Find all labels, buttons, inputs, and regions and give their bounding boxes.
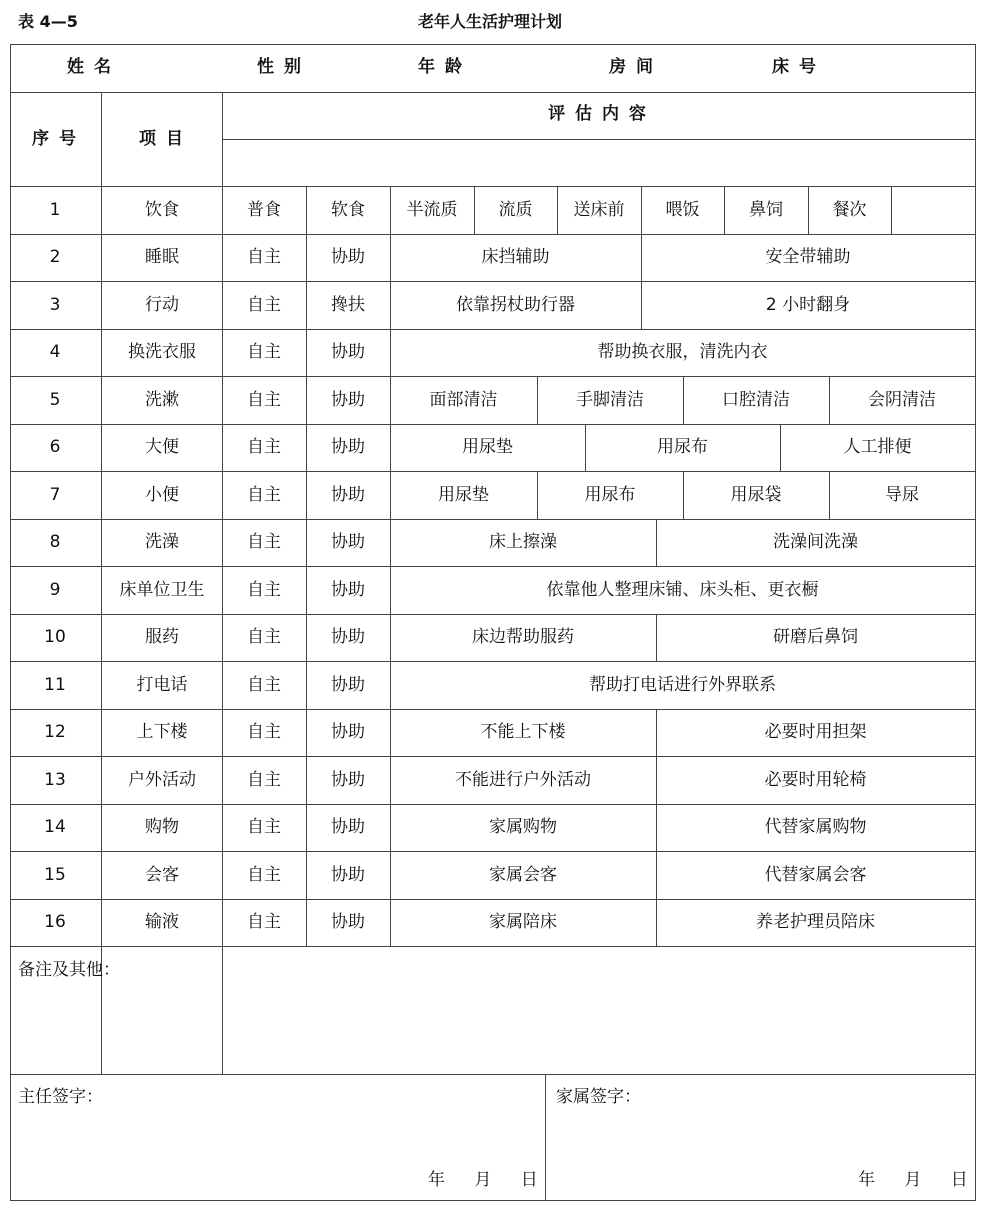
grid-line bbox=[390, 566, 391, 614]
row-number: 8 bbox=[49, 532, 61, 553]
row-number: 7 bbox=[49, 484, 61, 505]
option-cell: 口腔清洁 bbox=[722, 389, 790, 410]
grid-line bbox=[306, 899, 307, 947]
family-sign-date: 年 月 日 bbox=[858, 1170, 968, 1190]
option-cell: 用尿布 bbox=[657, 437, 708, 458]
grid-line bbox=[306, 519, 307, 567]
row-item: 饮食 bbox=[145, 199, 179, 220]
option-cell: 协助 bbox=[331, 532, 365, 553]
option-cell: 用尿布 bbox=[584, 484, 636, 505]
grid-line bbox=[306, 566, 307, 614]
grid-line bbox=[306, 471, 307, 519]
grid-line bbox=[306, 804, 307, 852]
grid-line bbox=[829, 376, 830, 424]
option-cell: 协助 bbox=[331, 627, 365, 648]
row-number: 15 bbox=[44, 864, 66, 885]
grid-line bbox=[390, 519, 391, 567]
option-cell: 自主 bbox=[247, 294, 281, 315]
option-cell: 自主 bbox=[247, 769, 281, 790]
option-cell: 导尿 bbox=[885, 484, 919, 505]
grid-line bbox=[10, 566, 976, 567]
option-cell: 协助 bbox=[331, 437, 365, 458]
grid-line bbox=[306, 851, 307, 899]
option-cell: 床边帮助服药 bbox=[472, 627, 574, 648]
row-number: 2 bbox=[49, 247, 61, 268]
grid-line bbox=[390, 234, 391, 282]
option-cell: 用尿垫 bbox=[438, 484, 489, 505]
row-item: 洗漱 bbox=[145, 389, 179, 410]
option-cell: 2 小时翻身 bbox=[765, 294, 851, 315]
grid-line bbox=[390, 471, 391, 519]
option-cell: 床上擦澡 bbox=[489, 532, 557, 553]
grid-line bbox=[656, 519, 657, 567]
option-cell: 帮助打电话进行外界联系 bbox=[589, 674, 776, 695]
grid-line bbox=[10, 1074, 976, 1075]
option-cell: 协助 bbox=[331, 912, 365, 933]
remarks-label: 备注及其他： bbox=[18, 960, 120, 980]
option-cell: 用尿袋 bbox=[730, 484, 782, 505]
option-cell: 协助 bbox=[331, 674, 365, 695]
grid-line bbox=[656, 709, 657, 757]
grid-line bbox=[10, 234, 976, 235]
option-cell: 安全带辅助 bbox=[765, 247, 851, 268]
grid-line bbox=[10, 92, 976, 93]
option-cell: 帮助换衣服，清洗内衣 bbox=[597, 342, 768, 363]
option-cell: 协助 bbox=[331, 484, 365, 505]
option-cell: 必要时用轮椅 bbox=[764, 769, 867, 790]
grid-line bbox=[10, 44, 976, 45]
option-cell: 餐次 bbox=[832, 199, 867, 220]
option-cell: 协助 bbox=[331, 817, 365, 838]
option-cell: 必要时用担架 bbox=[764, 722, 867, 743]
option-cell: 不能上下楼 bbox=[480, 722, 566, 743]
row-item: 户外活动 bbox=[128, 769, 196, 790]
row-number: 6 bbox=[49, 437, 61, 458]
option-cell: 不能进行户外活动 bbox=[455, 769, 591, 790]
grid-line bbox=[10, 899, 976, 900]
gender-label: 性 别 bbox=[257, 57, 303, 77]
grid-line bbox=[306, 424, 307, 472]
grid-line bbox=[306, 709, 307, 757]
grid-line bbox=[222, 139, 976, 140]
grid-line bbox=[10, 661, 976, 662]
grid-line bbox=[390, 614, 391, 662]
grid-line bbox=[10, 329, 976, 330]
option-cell: 手脚清洁 bbox=[576, 389, 644, 410]
option-cell: 自主 bbox=[247, 484, 281, 505]
option-cell: 协助 bbox=[331, 389, 365, 410]
grid-line bbox=[656, 899, 657, 947]
row-number: 3 bbox=[49, 294, 61, 315]
grid-line bbox=[891, 186, 892, 234]
option-cell: 半流质 bbox=[406, 199, 458, 220]
grid-line bbox=[641, 234, 642, 282]
row-item: 打电话 bbox=[136, 674, 188, 695]
option-cell: 自主 bbox=[247, 722, 281, 743]
grid-line bbox=[390, 281, 391, 329]
option-cell: 代替家属购物 bbox=[764, 817, 867, 838]
grid-line bbox=[306, 614, 307, 662]
option-cell: 协助 bbox=[331, 247, 365, 268]
director-sign-date: 年 月 日 bbox=[428, 1170, 538, 1190]
row-item: 服药 bbox=[145, 627, 179, 648]
option-cell: 家属会客 bbox=[489, 864, 557, 885]
grid-line bbox=[10, 756, 976, 757]
grid-line bbox=[390, 851, 391, 899]
row-item: 上下楼 bbox=[136, 722, 188, 743]
grid-line bbox=[641, 281, 642, 329]
grid-line bbox=[683, 471, 684, 519]
grid-line bbox=[10, 804, 976, 805]
room-label: 房 间 bbox=[609, 57, 655, 77]
row-number: 16 bbox=[44, 912, 66, 933]
bed-label: 床 号 bbox=[772, 57, 818, 77]
option-cell: 协助 bbox=[331, 769, 365, 790]
option-cell: 自主 bbox=[247, 247, 281, 268]
grid-line bbox=[306, 234, 307, 282]
row-item: 小便 bbox=[145, 484, 179, 505]
option-cell: 用尿垫 bbox=[462, 437, 513, 458]
option-cell: 自主 bbox=[247, 532, 281, 553]
grid-line bbox=[306, 186, 307, 234]
grid-line bbox=[306, 661, 307, 709]
grid-line bbox=[306, 756, 307, 804]
option-cell: 搀扶 bbox=[331, 294, 365, 315]
grid-line bbox=[390, 899, 391, 947]
grid-line bbox=[390, 804, 391, 852]
option-cell: 依靠他人整理床铺、床头柜、更衣橱 bbox=[546, 579, 819, 600]
row-number: 10 bbox=[44, 627, 66, 648]
option-cell: 自主 bbox=[247, 627, 281, 648]
grid-line bbox=[656, 756, 657, 804]
option-cell: 自主 bbox=[247, 674, 281, 695]
option-cell: 协助 bbox=[331, 722, 365, 743]
grid-line bbox=[222, 92, 223, 1074]
grid-line bbox=[829, 471, 830, 519]
row-item: 睡眠 bbox=[145, 247, 179, 268]
option-cell: 自主 bbox=[247, 437, 281, 458]
grid-line bbox=[10, 186, 976, 187]
grid-line bbox=[390, 329, 391, 377]
grid-line bbox=[10, 44, 11, 1200]
item-header: 项 目 bbox=[139, 129, 185, 149]
grid-line bbox=[10, 424, 976, 425]
grid-line bbox=[306, 329, 307, 377]
option-cell: 喂饭 bbox=[665, 199, 700, 220]
grid-line bbox=[808, 186, 809, 234]
row-item: 洗澡 bbox=[145, 532, 179, 553]
grid-line bbox=[10, 614, 976, 615]
row-item: 行动 bbox=[145, 294, 179, 315]
grid-line bbox=[101, 92, 102, 1074]
grid-line bbox=[10, 1200, 976, 1201]
option-cell: 自主 bbox=[247, 864, 281, 885]
grid-line bbox=[306, 376, 307, 424]
row-number: 12 bbox=[44, 722, 66, 743]
grid-line bbox=[724, 186, 725, 234]
option-cell: 养老护理员陪床 bbox=[756, 912, 875, 933]
grid-line bbox=[306, 281, 307, 329]
grid-line bbox=[390, 376, 391, 424]
grid-line bbox=[545, 1074, 546, 1200]
table-number: 表 4—5 bbox=[18, 12, 78, 31]
grid-line bbox=[10, 281, 976, 282]
grid-line bbox=[10, 376, 976, 377]
grid-line bbox=[390, 661, 391, 709]
option-cell: 协助 bbox=[331, 864, 365, 885]
option-cell: 依靠拐杖助行器 bbox=[456, 294, 575, 315]
row-number: 9 bbox=[49, 579, 61, 600]
grid-line bbox=[390, 424, 391, 472]
option-cell: 普食 bbox=[247, 199, 281, 220]
seq-header: 序 号 bbox=[32, 129, 78, 149]
option-cell: 鼻饲 bbox=[749, 199, 783, 220]
grid-line bbox=[585, 424, 586, 472]
grid-line bbox=[683, 376, 684, 424]
row-number: 1 bbox=[49, 199, 61, 220]
row-item: 换洗衣服 bbox=[128, 342, 196, 363]
grid-line bbox=[656, 804, 657, 852]
option-cell: 研磨后鼻饲 bbox=[773, 627, 858, 648]
option-cell: 自主 bbox=[247, 912, 281, 933]
grid-line bbox=[474, 186, 475, 234]
row-number: 4 bbox=[49, 342, 61, 363]
grid-line bbox=[10, 471, 976, 472]
option-cell: 自主 bbox=[247, 579, 281, 600]
page-title: 老年人生活护理计划 bbox=[417, 12, 563, 31]
grid-line bbox=[10, 851, 976, 852]
row-item: 会客 bbox=[145, 864, 179, 885]
option-cell: 会阴清洁 bbox=[868, 389, 936, 410]
row-item: 床单位卫生 bbox=[119, 579, 205, 600]
grid-line bbox=[656, 851, 657, 899]
option-cell: 洗澡间洗澡 bbox=[773, 532, 858, 553]
grid-line bbox=[10, 519, 976, 520]
grid-line bbox=[537, 471, 538, 519]
grid-line bbox=[975, 44, 976, 1201]
option-cell: 自主 bbox=[247, 817, 281, 838]
option-cell: 代替家属会客 bbox=[764, 864, 867, 885]
grid-line bbox=[641, 186, 642, 234]
grid-line bbox=[390, 756, 391, 804]
grid-line bbox=[10, 709, 976, 710]
option-cell: 软食 bbox=[331, 199, 365, 220]
option-cell: 协助 bbox=[331, 342, 365, 363]
grid-line bbox=[537, 376, 538, 424]
age-label: 年 龄 bbox=[418, 57, 464, 77]
assessment-header: 评 估 内 容 bbox=[548, 104, 648, 124]
grid-line bbox=[780, 424, 781, 472]
grid-line bbox=[557, 186, 558, 234]
grid-line bbox=[10, 946, 976, 947]
family-signature-label: 家属签字： bbox=[556, 1087, 641, 1107]
row-number: 5 bbox=[49, 389, 61, 410]
director-signature-label: 主任签字： bbox=[18, 1087, 103, 1107]
option-cell: 床挡辅助 bbox=[481, 247, 550, 268]
row-number: 14 bbox=[44, 817, 66, 838]
option-cell: 家属陪床 bbox=[489, 912, 557, 933]
option-cell: 流质 bbox=[498, 199, 533, 220]
option-cell: 家属购物 bbox=[489, 817, 557, 838]
option-cell: 人工排便 bbox=[843, 437, 912, 458]
row-item: 大便 bbox=[145, 437, 179, 458]
row-item: 输液 bbox=[145, 912, 179, 933]
grid-line bbox=[656, 614, 657, 662]
row-number: 13 bbox=[44, 769, 66, 790]
name-label: 姓 名 bbox=[67, 57, 113, 77]
grid-line bbox=[390, 709, 391, 757]
row-number: 11 bbox=[44, 674, 66, 695]
grid-line bbox=[390, 186, 391, 234]
option-cell: 面部清洁 bbox=[429, 389, 498, 410]
option-cell: 自主 bbox=[247, 342, 281, 363]
row-item: 购物 bbox=[145, 817, 179, 838]
option-cell: 送床前 bbox=[573, 199, 625, 220]
option-cell: 自主 bbox=[247, 389, 281, 410]
option-cell: 协助 bbox=[331, 579, 365, 600]
